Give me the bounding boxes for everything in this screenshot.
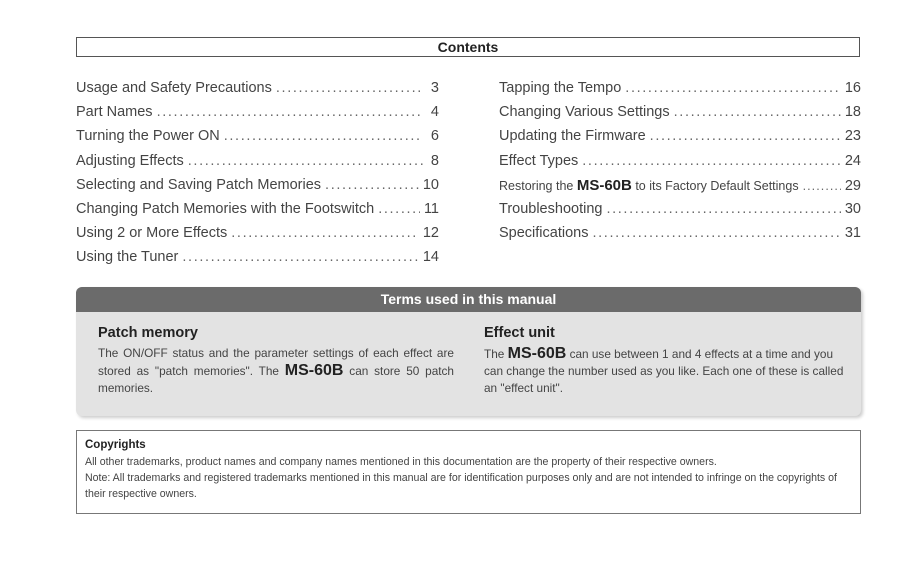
brand-name: MS-60B xyxy=(507,345,567,362)
toc-entry-part-names[interactable] xyxy=(76,104,439,128)
toc-entry-page: 24 xyxy=(844,152,861,169)
term-heading: Patch memory xyxy=(98,325,198,341)
toc-leader xyxy=(582,153,841,169)
toc-leader xyxy=(378,201,420,217)
toc-entry-title: Selecting and Saving Patch Memories xyxy=(76,176,322,193)
toc-entry-page: 11 xyxy=(423,200,439,217)
copyrights-note: Note: All trademarks and registered trademarks mentioned in this manual are for identification purposes only and are not intended to infringe on the copyrights of their respective owners. xyxy=(85,472,837,500)
toc-leader xyxy=(276,80,423,96)
toc-entry-page: 8 xyxy=(430,152,439,169)
term-text: The xyxy=(484,347,508,361)
toc-leader xyxy=(674,104,841,120)
term-text: The ON/OFF status and the parameter settings of each effect are stored as "patch memories". The xyxy=(98,346,454,378)
toc-entry-title: Effect Types xyxy=(499,152,579,169)
toc-leader xyxy=(592,225,840,241)
term-description xyxy=(98,345,454,397)
terms-panel xyxy=(76,287,861,416)
toc-leader xyxy=(606,201,840,217)
toc-entry-title: Changing Various Settings xyxy=(499,104,670,121)
toc-entry-title: Part Names xyxy=(76,104,153,121)
toc-entry-page: 16 xyxy=(844,80,861,96)
toc-right-column xyxy=(499,80,861,249)
toc-entry-power-on[interactable] xyxy=(76,128,439,152)
toc-leader xyxy=(650,128,841,144)
toc-entry-troubleshooting[interactable] xyxy=(499,201,861,225)
toc-entry-page: 23 xyxy=(844,128,861,145)
toc-leader xyxy=(157,104,423,120)
toc-entry-footswitch[interactable] xyxy=(76,201,439,225)
toc-entry-page: 31 xyxy=(844,225,861,242)
contents-title: Contents xyxy=(76,37,860,57)
toc-leader xyxy=(182,249,418,265)
toc-entry-title: Updating the Firmware xyxy=(499,128,646,145)
toc-entry-title: Troubleshooting xyxy=(499,200,603,217)
toc-entry-title-pre: Restoring the xyxy=(499,178,577,193)
toc-entry-firmware[interactable] xyxy=(499,128,861,152)
toc-left-column xyxy=(76,80,439,274)
toc-entry-page: 12 xyxy=(422,225,439,242)
toc-entry-page: 4 xyxy=(430,104,439,121)
toc-entry-tempo[interactable] xyxy=(499,80,861,104)
toc-entry-page: 10 xyxy=(422,176,439,193)
toc-entry-adjusting-effects[interactable] xyxy=(76,153,439,177)
toc-leader xyxy=(325,177,419,193)
toc-entry-specifications[interactable] xyxy=(499,225,861,249)
term-description xyxy=(484,345,844,397)
term-patch-memory xyxy=(98,325,454,397)
toc-entry-page: 14 xyxy=(422,249,439,266)
toc-entry-title: Using the Tuner xyxy=(76,249,179,266)
toc-leader xyxy=(803,179,841,193)
terms-panel-title: Terms used in this manual xyxy=(76,287,861,312)
toc-entry-title: Adjusting Effects xyxy=(76,152,184,169)
toc-entry-page: 6 xyxy=(430,128,439,145)
toc-entry-title: Using 2 or More Effects xyxy=(76,225,228,242)
toc-entry-settings[interactable] xyxy=(499,104,861,128)
toc-entry-tuner[interactable] xyxy=(76,249,439,273)
term-text: can store 50 patch memories. xyxy=(98,364,454,395)
toc-entry-title: Specifications xyxy=(499,225,589,242)
brand-name: MS-60B xyxy=(576,176,632,194)
toc-leader xyxy=(188,153,423,169)
brand-name: MS-60B xyxy=(284,362,344,379)
term-text: can use between 1 and 4 effects at a time and you can change the number used as you like. Each one of these is called an "effect unit". xyxy=(484,347,844,395)
toc-entry-page: 30 xyxy=(844,200,861,217)
term-effect-unit xyxy=(484,325,844,397)
term-heading: Effect unit xyxy=(484,325,555,341)
toc-entry-multiple-effects[interactable] xyxy=(76,225,439,249)
toc-entry-title xyxy=(499,177,799,194)
toc-entry-effect-types[interactable] xyxy=(499,153,861,177)
toc-leader xyxy=(625,80,841,96)
toc-entry-patch-memories[interactable] xyxy=(76,177,439,201)
toc-entry-title: Usage and Safety Precautions xyxy=(76,80,272,96)
toc-entry-page: 29 xyxy=(844,177,861,194)
copyrights-line: All other trademarks, product names and company names mentioned in this documentation are the property of their respective owners. xyxy=(85,456,717,468)
toc-entry-safety[interactable] xyxy=(76,80,439,104)
toc-entry-factory-reset[interactable] xyxy=(499,177,861,201)
toc-entry-title-post: to its Factory Default Settings xyxy=(631,178,799,193)
toc-entry-page: 18 xyxy=(844,104,861,121)
toc-entry-title: Turning the Power ON xyxy=(76,128,220,145)
toc-leader xyxy=(224,128,423,144)
copyrights-panel xyxy=(76,430,861,514)
toc-leader xyxy=(231,225,419,241)
toc-entry-title: Changing Patch Memories with the Footswitch xyxy=(76,200,375,217)
toc-entry-title: Tapping the Tempo xyxy=(499,80,622,96)
toc-entry-page: 3 xyxy=(430,80,439,96)
copyrights-heading: Copyrights xyxy=(85,439,146,451)
